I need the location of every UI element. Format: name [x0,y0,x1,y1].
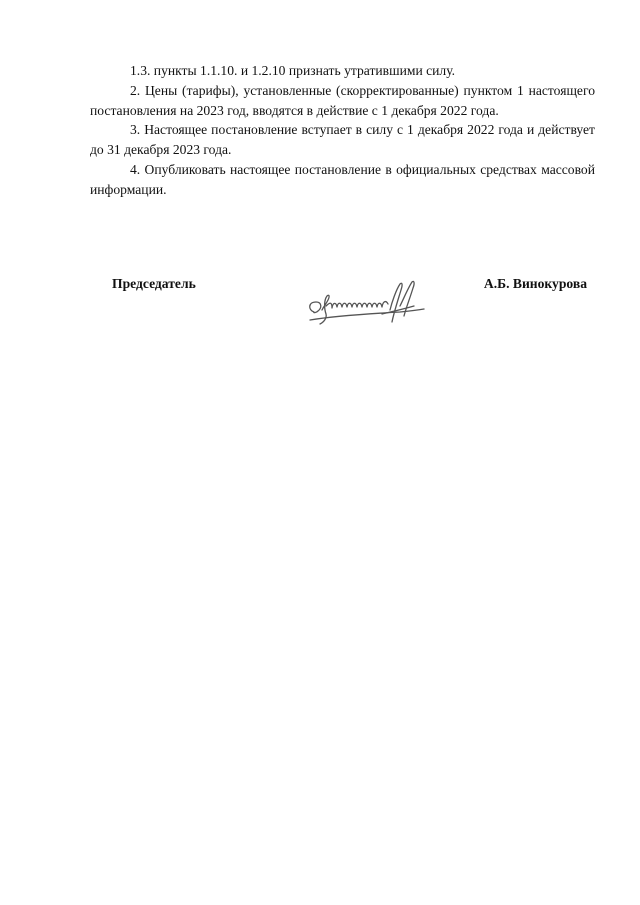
paragraph-1-3: 1.3. пункты 1.1.10. и 1.2.10 признать утратившими силу. [130,63,456,78]
handwritten-signature-icon [304,276,432,332]
paragraph-3: 3. Настоящее постановление вступает в силу с 1 декабря 2022 года и действует до 31 декабря 2023 года. [90,122,595,158]
signature-block [90,274,595,344]
paragraph-4: 4. Опубликовать настоящее постановление в официальных средствах массовой информации. [90,161,595,197]
paragraph-2: 2. Цены (тарифы), установленные (скорректированные) пунктом 1 настоящего постановления на 2023 год, вводятся в действие с 1 декабря 2022 года. [90,82,595,118]
signer-name: А.Б. Винокурова [483,276,587,291]
signer-title: Председатель [112,276,196,291]
document-body [90,61,595,200]
